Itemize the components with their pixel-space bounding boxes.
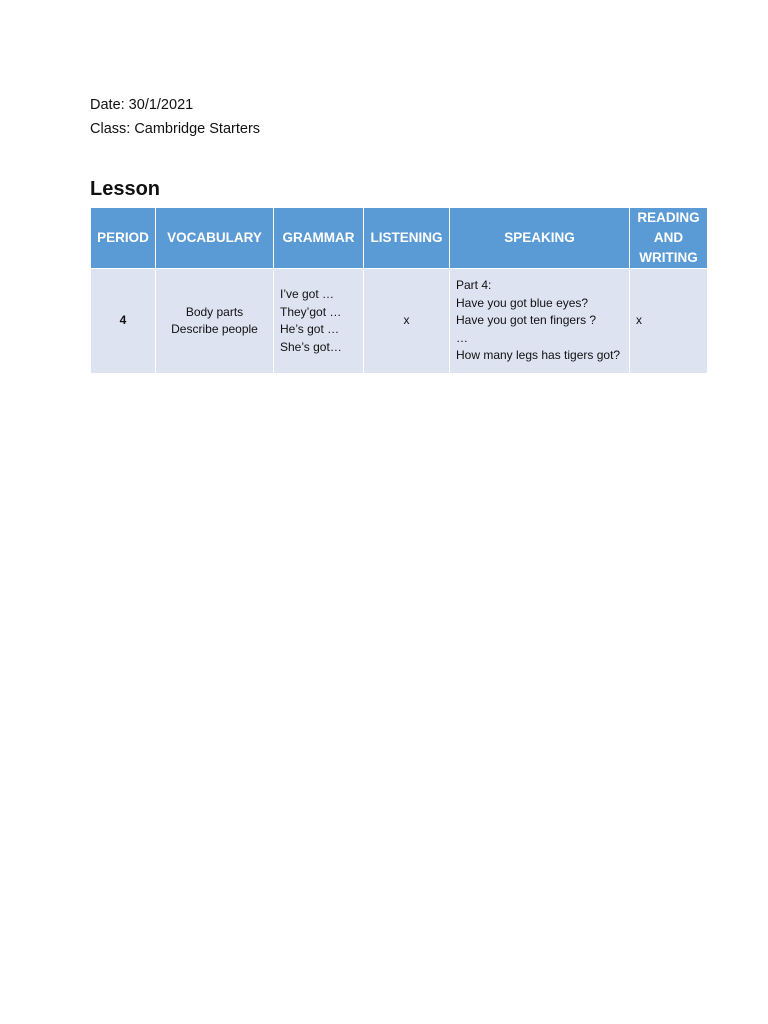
lesson-heading: Lesson [90, 178, 161, 200]
header-speaking: SPEAKING [450, 208, 630, 269]
header-vocabulary: VOCABULARY [156, 208, 274, 269]
header-grammar: GRAMMAR [274, 208, 364, 269]
header-period: PERIOD [91, 208, 156, 269]
date-line: Date: 30/1/2021 [90, 97, 194, 113]
speaking-line: … [456, 330, 468, 345]
grammar-line: They’got … [280, 304, 342, 319]
grammar-line: He’s got … [280, 322, 340, 336]
cell-listening: x [364, 269, 450, 374]
cell-vocabulary [156, 269, 274, 374]
speaking-line: Have you got blue eyes? [456, 295, 589, 310]
class-line: Class: Cambridge Starters [90, 121, 261, 137]
table-row [91, 269, 708, 374]
header-reading-writing: READING AND WRITING [630, 208, 708, 269]
header-listening: LISTENING [364, 208, 450, 269]
cell-grammar [274, 269, 364, 374]
document-meta [90, 93, 260, 141]
table-header-row [91, 208, 708, 269]
grammar-line: She’s got… [280, 339, 342, 354]
cell-reading-writing: x [630, 269, 708, 374]
vocabulary-line: Body parts [185, 304, 244, 319]
vocabulary-line: Describe people [171, 322, 258, 336]
speaking-line: Part 4: [456, 278, 492, 293]
grammar-line: I’ve got … [280, 287, 335, 301]
speaking-line: Have you got ten fingers ? [456, 313, 597, 328]
lesson-table [90, 207, 708, 374]
cell-speaking [450, 269, 630, 374]
speaking-line: How many legs has tigers got? [456, 348, 621, 363]
cell-period: 4 [91, 269, 156, 374]
